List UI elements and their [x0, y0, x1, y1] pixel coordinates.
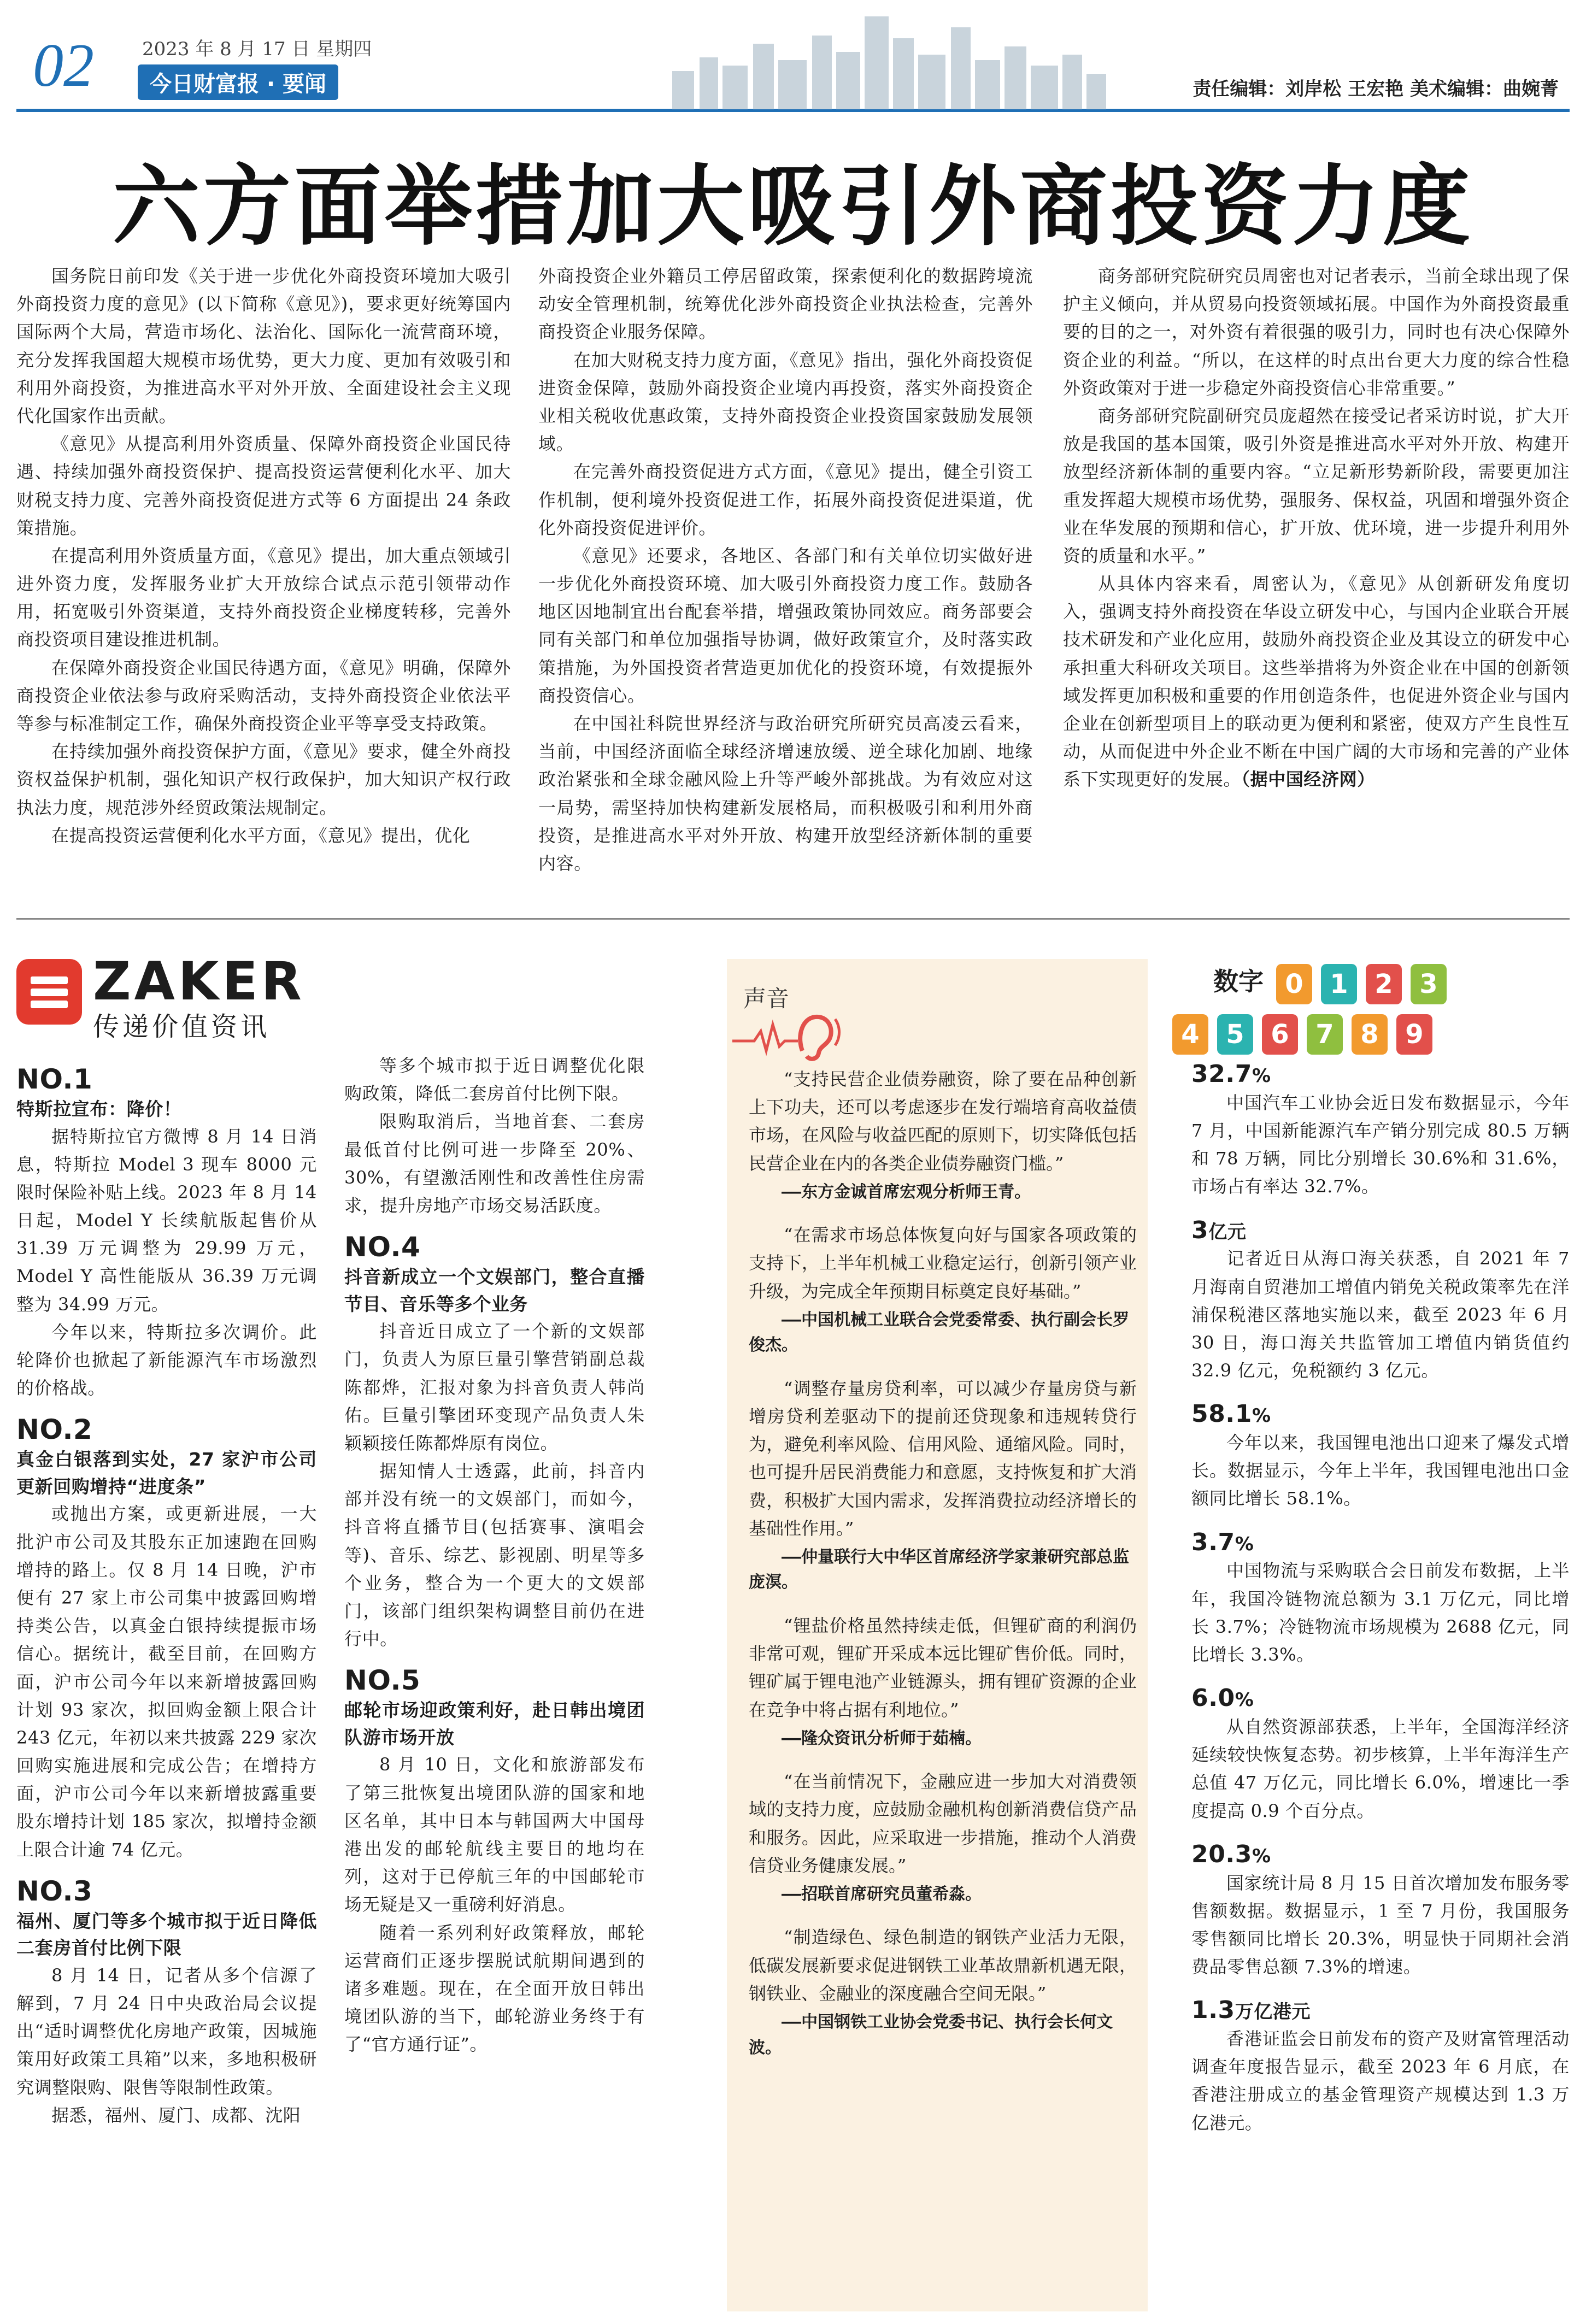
stat-unit: % — [1235, 1533, 1254, 1555]
stat-description: 中国汽车工业协会近日发布数据显示，今年 7 月，中国新能源汽车产销分别完成 80.5 万辆和 78 万辆，同比分别增长 30.6%和 31.6%，市场占有率达 32.7%。 — [1191, 1092, 1570, 1197]
news-paragraph: 据特斯拉官方微博 8 月 14 日消息，特斯拉 Model 3 现车 8000 元限时保险补贴上线。2023 年 8 月 14 日起，Model Y 长续航版起售价从 31.39 万元调整为 29.99 万元，Model Y 高性能版从 36.39 万元调整为 34.99 万元。 — [16, 1126, 317, 1315]
news-title: 福州、厦门等多个城市拟于近日降低二套房首付比例下限 — [16, 1910, 317, 1959]
stat-unit: % — [1252, 1065, 1271, 1087]
article-paragraph: 在中国社科院世界经济与政治研究所研究员高凌云看来，当前，中国经济面临全球经济增速放缓、逆全球化加剧、地缘政治紧张和全球金融风险上升等严峻外部挑战。为有效应对这一局势，需坚持加快构建新发展格局，而积极吸引和利用外商投资，是推进高水平对外开放、构建开放型经济新体制的重要内容。 — [538, 713, 1033, 874]
digit-badge: 4 — [1172, 1014, 1208, 1055]
article-paragraph — [1063, 570, 1570, 794]
news-paragraph: 等多个城市拟于近日调整优化限购政策，降低二套房首付比例下限。 — [344, 1055, 645, 1104]
page-number: 02 — [33, 32, 94, 99]
digit-badge: 8 — [1352, 1014, 1388, 1055]
digit-badge: 9 — [1396, 1014, 1432, 1055]
digit-badge: 5 — [1217, 1014, 1253, 1055]
news-number: NO.2 — [16, 1414, 93, 1446]
article-column-3 — [1063, 262, 1570, 794]
news-paragraph: 今年以来，特斯拉多次调价。此轮降价也掀起了新能源汽车市场激烈的价格战。 — [16, 1321, 317, 1399]
numbers-header — [1172, 962, 1555, 1060]
news-title: 抖音新成立一个文娱部门，整合直播节目、音乐等多个业务 — [344, 1266, 645, 1315]
stat-unit: % — [1235, 1689, 1254, 1711]
stat-description: 记者近日从海口海关获悉，自 2021 年 7 月海南自贸港加工增值内销免关税政策率先在洋浦保税港区落地实施以来，截至 2023 年 6 月 30 日，海口海关共监管加工增值内销货值约 32.9 亿元，免税额约 3 亿元。 — [1191, 1248, 1570, 1381]
digit-badge: 6 — [1262, 1014, 1298, 1055]
article-paragraph: 《意见》从提高利用外资质量、保障外商投资企业国民待遇、持续加强外商投资保护、提高投资运营便利化水平、加大财税支持力度、完善外商投资促进方式等 6 方面提出 24 条政策措施。 — [16, 433, 511, 538]
section-divider — [16, 918, 1570, 920]
editor-credits: 责任编辑：刘岸松 王宏艳 美术编辑：曲婉菁 — [1193, 78, 1559, 100]
stat-description: 从自然资源部获悉，上半年，全国海洋经济延续较快恢复态势。初步核算，上半年海洋生产总值 47 万亿元，同比增长 6.0%，增速比一季度提高 0.9 个百分点。 — [1191, 1716, 1570, 1821]
voice-quote: “制造绿色、绿色制造的钢铁产业活力无限，低碳发展新要求促进钢铁工业革故鼎新机遇无限，钢铁业、金融业的深度融合空间无限。” — [749, 1927, 1137, 2004]
news-paragraph: 随着一系列利好政策释放，邮轮运营商们正逐步摆脱试航期间遇到的诸多难题。现在，在全面开放日韩出境团队游的当下，邮轮游业务终于有了“官方通行证”。 — [344, 1922, 645, 2055]
digit-badge: 0 — [1276, 964, 1312, 1004]
section-name: 今日财富报 · 要闻 — [138, 64, 338, 100]
stat-value — [1191, 1996, 1570, 2025]
news-paragraph: 据知情人士透露，此前，抖音内部并没有统一的文娱部门，而如今，抖音将直播节目(包括赛事、演唱会等)、音乐、综艺、影视剧、明星等多个业务，整合为一个更大的文娱部门，该部门组织架构调整目前仍在进行中。 — [344, 1461, 645, 1650]
news-number: NO.5 — [344, 1664, 421, 1697]
news-paragraph: 抖音近日成立了一个新的文娱部门，负责人为原巨量引擎营销副总裁陈都烨，汇报对象为抖音负责人韩尚佑。巨量引擎团环变现产品负责人朱颖颖接任陈都烨原有岗位。 — [344, 1321, 645, 1454]
news-number: NO.4 — [344, 1231, 421, 1263]
article-column-2 — [538, 262, 1033, 878]
stat-unit: % — [1252, 1845, 1271, 1867]
article-column-1 — [16, 262, 511, 850]
stat-description: 今年以来，我国锂电池出口迎来了爆发式增长。数据显示，今年上半年，我国锂电池出口金额同比增长 58.1%。 — [1191, 1432, 1570, 1509]
issue-date: 2023 年 8 月 17 日 星期四 — [142, 38, 372, 60]
news-title: 邮轮市场迎政策利好，赴日韩出境团队游市场开放 — [344, 1699, 645, 1748]
stat-number: 6.0 — [1191, 1684, 1235, 1713]
news-title: 真金白银落到实处，27 家沪市公司更新回购增持“进度条” — [16, 1449, 317, 1497]
zaker-column-1 — [16, 1052, 317, 2129]
stat-value — [1191, 1216, 1570, 1245]
voice-attribution: ——隆众资讯分析师于茹楠。 — [782, 1728, 982, 1748]
digit-badge: 1 — [1321, 964, 1357, 1004]
news-paragraph: 限购取消后，当地首套、二套房最低首付比例可进一步降至 20%、30%，有望激活刚性和改善性住房需求，提升房地产市场交易活跃度。 — [344, 1111, 645, 1216]
article-paragraph: 国务院日前印发《关于进一步优化外商投资环境加大吸引外商投资力度的意见》(以下简称《意见》)，要求更好统筹国内国际两个大局，营造市场化、法治化、国际化一流营商环境，充分发挥我国超大规模市场优势，更大力度、更加有效吸引和利用外商投资，为推进高水平对外开放、全面建设社会主义现代化国家作出贡献。 — [16, 266, 511, 426]
skyline-illustration — [661, 5, 1109, 109]
article-source: （据中国经济网） — [1241, 769, 1375, 790]
voice-attribution: ——中国机械工业联合会党委常委、执行副会长罗俊杰。 — [749, 1310, 1130, 1355]
numbers-label: 数字 — [1213, 967, 1264, 996]
voice-quote: “调整存量房贷利率，可以减少存量房贷与新增房贷利差驱动下的提前还贷现象和违规转贷行为，避免利率风险、信用风险、通缩风险。同时，也可提升居民消费能力和意愿，支持恢复和扩大消费，积极扩大国内需求，发挥消费拉动经济增长的基础性作用。” — [749, 1378, 1137, 1539]
news-paragraph: 8 月 14 日，记者从多个信源了解到，7 月 24 日中央政治局会议提出“适时调整优化房地产政策，因城施策用好政策工具箱”以来，多地积极研究调整限购、限售等限制性政策。 — [16, 1964, 317, 2098]
stat-value — [1191, 1684, 1570, 1713]
digit-badge: 3 — [1411, 964, 1447, 1004]
article-paragraph: 商务部研究院研究员周密也对记者表示，当前全球出现了保护主义倾向，并从贸易向投资领域拓展。中国作为外商投资最重要的目的之一，对外资有着很强的吸引力，同时也有决心保障外资企业的利益。“所以，在这样的时点出台更大力度的综合性稳外资政策对于进一步稳定外商投资信心非常重要。” — [1063, 266, 1570, 398]
article-paragraph: 商务部研究院副研究员庞超然在接受记者采访时说，扩大开放是我国的基本国策，吸引外资是推进高水平对外开放、构建开放型经济新体制的重要内容。“立足新形势新阶段，需要更加注重发挥超大规模市场优势，强服务、保权益，巩固和增强外资企业在华发展的预期和信心，扩开放、优环境，进一步提升利用外资的质量和水平。” — [1063, 405, 1570, 566]
stat-number: 3.7 — [1191, 1528, 1235, 1556]
numbers-column — [1191, 1060, 1570, 2137]
news-paragraph: 据悉，福州、厦门、成都、沈阳 — [51, 2104, 301, 2126]
article-paragraph: 在提高投资运营便利化水平方面，《意见》提出，优化 — [51, 825, 471, 846]
stat-number: 1.3 — [1191, 1996, 1235, 2025]
stat-value — [1191, 1840, 1570, 1869]
stat-number: 20.3 — [1191, 1840, 1252, 1868]
digit-badge: 7 — [1307, 1014, 1343, 1055]
stat-number: 32.7 — [1191, 1060, 1252, 1088]
article-paragraph: 《意见》还要求，各地区、各部门和有关单位切实做好进一步优化外商投资环境、加大吸引外商投资力度工作。鼓励各地区因地制宜出台配套举措，增强政策协同效应。商务部要会同有关部门和单位加强指导协调，做好政策宣介，及时落实政策措施，为外国投资者营造更加优化的投资环境，有效提振外商投资信心。 — [538, 545, 1033, 706]
article-paragraph: 在保障外商投资企业国民待遇方面，《意见》明确，保障外商投资企业依法参与政府采购活动，支持外商投资企业依法平等参与标准制定工作，确保外商投资企业平等享受支持政策。 — [16, 657, 511, 734]
voice-quotes — [749, 1066, 1137, 2061]
stat-description: 香港证监会日前发布的资产及财富管理活动调查年度报告显示，截至 2023 年 6 月底，在香港注册成立的基金管理资产规模达到 1.3 万亿港元。 — [1191, 2028, 1570, 2133]
news-number: NO.3 — [16, 1875, 93, 1907]
zaker-slogan: 传递价值资讯 — [93, 1011, 271, 1042]
stat-unit: 亿元 — [1208, 1221, 1247, 1243]
stat-value — [1191, 1400, 1570, 1429]
stat-value — [1191, 1528, 1570, 1557]
zaker-logo-icon — [16, 959, 82, 1025]
news-title: 特斯拉宣布：降价！ — [16, 1098, 182, 1120]
article-paragraph-text: 从具体内容来看，周密认为，《意见》从创新研发角度切入，强调支持外商投资在华设立研发中心，与国内企业联合开展技术研发和产业化应用，鼓励外商投资企业及其设立的研发中心承担重大科研攻关项目。这些举措将为外资企业在中国的创新领域发挥更加积极和重要的作用创造条件，也促进外资企业与国内企业在创新型项目上的联动更为便利和紧密，使双方产生良性互动，从而促进中外企业不断在中国广阔的大市场和完善的产业体系下实现更好的发展。 — [1063, 573, 1570, 790]
stat-unit: % — [1252, 1405, 1271, 1427]
voice-panel — [727, 959, 1148, 2311]
voice-attribution: ——招联首席研究员董希淼。 — [782, 1884, 982, 1904]
page-header — [16, 0, 1570, 112]
news-paragraph: 或抛出方案，或更新进展，一大批沪市公司及其股东正加速跑在回购增持的路上。仅 8 月 14 日晚，沪市便有 27 家上市公司集中披露回购增持类公告，以真金白银持续提振市场信心。据统计，截至目前，在回购方面，沪市公司今年以来新增披露回购计划 93 家次，拟回购金额上限合计 243 亿元，年初以来共披露 229 家次回购实施进展和完成公告；在增持方面，沪市公司今年以来新增披露重要股东增持计划 185 家次，拟增持金额上限合计逾 74 亿元。 — [16, 1503, 317, 1860]
stat-number: 58.1 — [1191, 1400, 1252, 1428]
voice-attribution: ——中国钢铁工业协会党委书记、执行会长何文波。 — [749, 2013, 1113, 2057]
stat-description: 国家统计局 8 月 15 日首次增加发布服务零售额数据。数据显示，1 至 7 月份，我国服务零售额同比增长 20.3%，明显快于同期社会消费品零售总额 7.3%的增速。 — [1191, 1872, 1570, 1978]
stat-number: 3 — [1191, 1216, 1209, 1244]
article-paragraph: 在提高利用外资质量方面，《意见》提出，加大重点领域引进外资力度，发挥服务业扩大开放综合试点示范引领带动作用，拓宽吸引外资渠道，支持外商投资企业梯度转移，完善外商投资项目建设推进机制。 — [16, 545, 511, 650]
article-paragraph: 在完善外商投资促进方式方面，《意见》提出，健全引资工作机制，便利境外投资促进工作，拓展外商投资促进渠道，优化外商投资促进评价。 — [538, 461, 1033, 538]
article-paragraph: 外商投资企业外籍员工停居留政策，探索便利化的数据跨境流动安全管理机制，统筹优化涉外商投资企业执法检查，完善外商投资企业服务保障。 — [538, 266, 1033, 343]
voice-quote: “在当前情况下，金融应进一步加大对消费领域的支持力度，应鼓励金融机构创新消费信贷产品和服务。因此，应采取进一步措施，推动个人消费信贷业务健康发展。” — [749, 1771, 1137, 1876]
zaker-column-2 — [344, 1052, 645, 2058]
headline: 六方面举措加大吸引外商投资力度 — [112, 155, 1473, 257]
voice-label: 声音 — [743, 985, 790, 1012]
zaker-brand: ZAKER — [93, 951, 305, 1012]
stat-value — [1191, 1060, 1570, 1089]
voice-quote: “在需求市场总体恢复向好与国家各项政策的支持下，上半年机械工业稳定运行，创新引领产业升级，为完成全年预期目标奠定良好基础。” — [749, 1225, 1137, 1302]
ear-icon — [732, 1003, 842, 1063]
voice-quote: “锂盐价格虽然持续走低，但锂矿商的利润仍非常可观，锂矿开采成本远比锂矿售价低。同时，锂矿属于锂电池产业链源头，拥有锂矿资源的企业在竞争中将占据有利地位。” — [749, 1615, 1137, 1720]
stat-description: 中国物流与采购联合会日前发布数据，上半年，我国冷链物流总额为 3.1 万亿元，同比增长 3.7%；冷链物流市场规模为 2688 亿元，同比增长 3.3%。 — [1191, 1560, 1570, 1665]
voice-attribution: ——仲量联行大中华区首席经济学家兼研究部总监庞溟。 — [749, 1547, 1130, 1592]
voice-quote: “支持民营企业债券融资，除了要在品种创新上下功夫，还可以考虑逐步在发行端培育高收益债市场，在风险与收益匹配的原则下，切实降低包括民营企业在内的各类企业债券融资门槛。” — [749, 1069, 1137, 1174]
digit-badge: 2 — [1366, 964, 1402, 1004]
article-paragraph: 在加大财税支持力度方面，《意见》指出，强化外商投资促进资金保障，鼓励外商投资企业境内再投资，落实外商投资企业相关税收优惠政策，支持外商投资企业投资国家鼓励发展领域。 — [538, 349, 1033, 455]
voice-attribution: ——东方金诚首席宏观分析师王青。 — [782, 1182, 1031, 1202]
article-paragraph: 在持续加强外商投资保护方面，《意见》要求，健全外商投资权益保护机制，强化知识产权行政保护，加大知识产权行政执法力度，规范涉外经贸政策法规制定。 — [16, 741, 511, 818]
stat-unit: 万亿港元 — [1235, 2001, 1311, 2023]
news-paragraph: 8 月 10 日，文化和旅游部发布了第三批恢复出境团队游的国家和地区名单，其中日本与韩国两大中国母港出发的邮轮航线主要目的地均在列，这对于已停航三年的中国邮轮市场无疑是又一重磅利好消息。 — [344, 1754, 645, 1915]
news-number: NO.1 — [16, 1063, 93, 1095]
